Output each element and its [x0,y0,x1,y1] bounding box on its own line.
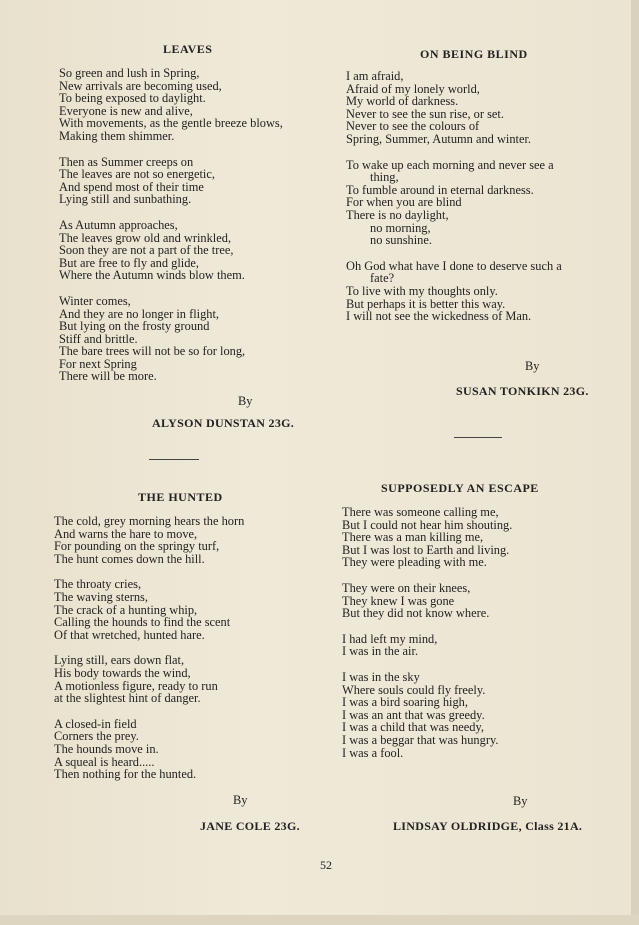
poem-line: I am afraid, [346,69,404,83]
poem-line: Everyone is new and alive, [59,103,193,118]
blind-title: ON BEING BLIND [420,47,528,61]
escape-title: SUPPOSEDLY AN ESCAPE [381,481,539,495]
poem-line: Oh God what have I done to deserve such a [346,258,562,273]
stanza [59,295,283,383]
poem-line: To fumble around in eternal darkness. [346,182,534,197]
poem-line: I had left my mind, [342,631,438,646]
poem-line: The hounds move in. [54,741,159,756]
poem-line: The cold, grey morning hears the horn [54,514,245,528]
poem-line: They knew I was gone [342,593,455,608]
poem-line: Making them shimmer. [59,128,175,143]
poem-line: Spring, Summer, Autumn and winter. [346,131,532,146]
poem-line: I will not see the wickedness of Man. [346,309,532,324]
poem-line: no morning, [370,220,431,235]
blind-by: By [525,359,540,373]
blind-author: SUSAN TONKIKN 23G. [456,384,589,398]
hunted-author: JANE COLE 23G. [200,819,300,833]
poem-line: But perhaps it is better this way. [346,296,506,311]
poem-line: There will be more. [59,369,157,384]
stanza [59,219,283,282]
poem-line: They were pleading with me. [342,555,487,570]
poem-line: The hunt comes down the hill. [54,551,205,566]
poem-line: His body towards the wind, [54,665,191,680]
poem-line: Lying still and sunbathing. [59,192,192,207]
escape-poem [342,506,512,772]
poem-line: For when you are blind [346,195,462,210]
poem-line: The leaves grow old and wrinkled, [59,230,232,245]
poem-line: But I could not hear him shouting. [342,517,513,532]
hunted-by: By [233,793,248,807]
leaves-poem [59,67,283,396]
poem-line: But they did not know where. [342,606,490,621]
escape-by: By [513,794,528,808]
poem-line: thing, [370,170,399,185]
poem-line: And they are no longer in flight, [59,306,220,321]
poem-line: Where the Autumn winds blow them. [59,268,245,283]
poem-line: There is no daylight, [346,207,449,222]
poem-line: Calling the hounds to find the scent [54,615,231,630]
poem-line: The throaty cries, [54,577,142,592]
poem-line: With movements, as the gentle breeze blows, [59,116,283,131]
leaves-by: By [238,394,253,408]
poem-line: For pounding on the springy turf, [54,539,220,554]
poem-line: Never to see the colours of [346,119,480,134]
poem-line: Lying still, ears down flat, [54,653,185,668]
poem-line: Soon they are not a part of the tree, [59,243,234,258]
divider-left [149,459,199,460]
page-number: 52 [320,858,332,872]
stanza [342,671,512,759]
stanza [59,67,283,143]
poem-line: at the slightest hint of danger. [54,691,201,706]
poem-line: Never to see the sun rise, or set. [346,106,504,121]
poem-line: I was a fool. [342,745,404,760]
poem-line: Then as Summer creeps on [59,154,194,169]
poem-line: To live with my thoughts only. [346,283,498,298]
poem-line: The leaves are not so energetic, [59,167,215,182]
stanza [346,159,562,247]
stanza [59,156,283,206]
poem-line: A motionless figure, ready to run [54,678,218,693]
poem-line: But are free to fly and glide, [59,255,200,270]
poem-line: But lying on the frosty ground [59,319,210,334]
poem-line: And spend most of their time [59,179,204,194]
hunted-poem [54,515,244,794]
blind-poem [346,70,562,336]
poem-line: I was in the sky [342,669,420,684]
poem-line: fate? [370,271,395,286]
poem-line: A closed-in field [54,716,137,731]
stanza [54,515,244,565]
poem-line: Stiff and brittle. [59,331,138,346]
poem-line: no sunshine. [370,233,432,248]
stanza [346,70,562,146]
stanza [346,260,562,323]
stanza [54,718,244,781]
stanza [342,582,512,620]
poem-line: Winter comes, [59,293,131,308]
divider-right [454,437,502,438]
poem-line: The crack of a hunting whip, [54,602,198,617]
stanza [54,654,244,704]
poem-line: So green and lush in Spring, [59,66,200,80]
leaves-author: ALYSON DUNSTAN 23G. [152,416,295,430]
poem-line: There was a man killing me, [342,530,484,545]
poem-line: As Autumn approaches, [59,217,178,232]
poem-line: But I was lost to Earth and living. [342,542,510,557]
poem-line: I was an ant that was greedy. [342,707,485,722]
poem-line: And warns the hare to move, [54,526,198,541]
poem-line: I was a child that was needy, [342,720,484,735]
stanza [54,578,244,641]
poem-line: The waving sterns, [54,589,148,604]
stanza [342,633,512,658]
poem-line: New arrivals are becoming used, [59,78,222,93]
poem-line: The bare trees will not be so for long, [59,344,246,359]
stanza [342,506,512,569]
page-bottom-edge [0,915,639,925]
poem-line: For next Spring [59,356,137,371]
poem-line: Corners the prey. [54,729,139,744]
poem-line: To wake up each morning and never see a [346,157,554,172]
poem-line: I was in the air. [342,644,419,659]
page-edge [631,0,639,925]
poem-line: I was a bird soaring high, [342,695,468,710]
hunted-title: THE HUNTED [138,490,223,504]
poem-line: A squeal is heard..... [54,754,155,769]
escape-author: LINDSAY OLDRIDGE, Class 21A. [393,819,583,833]
poem-line: Afraid of my lonely world, [346,81,480,96]
poem-line: Of that wretched, hunted hare. [54,627,205,642]
poem-line: I was a beggar that was hungry. [342,732,499,747]
poem-line: There was someone calling me, [342,505,499,519]
poem-line: Where souls could fly freely. [342,682,486,697]
poem-line: Then nothing for the hunted. [54,767,197,782]
poem-line: They were on their knees, [342,580,471,595]
leaves-title: LEAVES [163,42,213,56]
poem-line: To being exposed to daylight. [59,91,206,106]
poem-line: My world of darkness. [346,94,459,109]
